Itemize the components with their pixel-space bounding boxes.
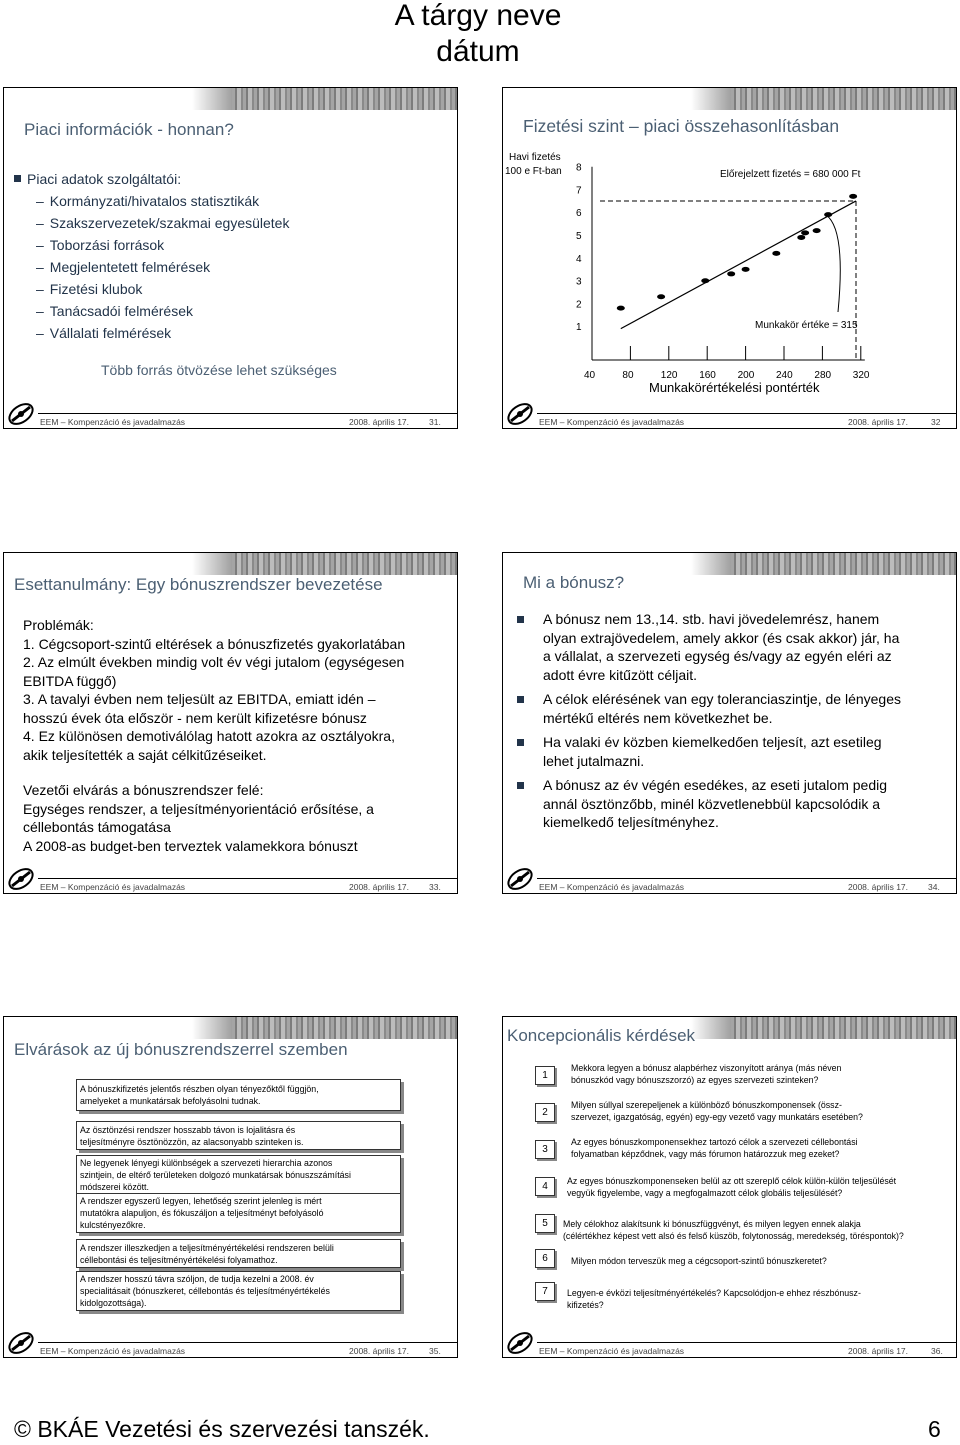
slide-31 — [3, 87, 458, 429]
page-footer-copyright: © BKÁE Vezetési és szervezési tanszék. — [14, 1416, 430, 1442]
bullet-list — [14, 168, 289, 344]
y-tick-label: 8 — [576, 162, 582, 174]
school-logo-icon — [505, 403, 535, 425]
slide-banner — [232, 1017, 457, 1039]
dash-icon: – — [36, 215, 44, 231]
y-tick-label: 4 — [576, 253, 582, 265]
footer-date: 2008. április 17. — [848, 417, 909, 427]
question-text: Mekkora legyen a bónusz alapbérhez viszonyított aránya (más néven bónuszkód vagy bónuszszorzó) az egyes szervezeti szinteken? — [571, 1063, 842, 1085]
bullet-item: Ha valaki év közben kiemelkedően teljesít, azt esetileg lehet jutalmazni. — [517, 733, 952, 770]
y-tick-label: 2 — [576, 299, 582, 311]
sub-item: – Szakszervezetek/szakmai egyesületek — [36, 215, 290, 231]
school-logo-icon — [6, 1332, 36, 1354]
y-tick-label: 5 — [576, 231, 582, 242]
y-axis-label-2: 100 e Ft-ban — [505, 166, 562, 177]
question-number: 1 — [535, 1066, 555, 1085]
footer-date: 2008. április 17. — [349, 417, 410, 427]
data-point — [813, 228, 821, 233]
data-point — [617, 306, 625, 311]
question-number: 5 — [535, 1214, 555, 1233]
question-number: 6 — [535, 1249, 555, 1268]
doc-date: dátum — [436, 35, 520, 68]
data-point — [742, 267, 750, 272]
y-tick-label: 6 — [576, 208, 582, 220]
slide-banner — [731, 1017, 956, 1039]
bullet-item: A bónusz nem 13.,14. stb. havi jövedelemrész, hanem olyan extrajövedelem, amely akkor (és csak akkor) jár, ha a vállalat, a szervezeti egység és/vagy az egyén eléri az adott évre kitűzött céljait. — [517, 610, 952, 684]
expectation-text: Ne legyenek lényegi különbségek a szervezeti hierarchia azonos szintjein, de eltérő területeken dolgozó munkatársak bónuszszámítási módszerei között. — [80, 1158, 351, 1192]
annotation-predicted-salary: Előrejelzett fizetés = 680 000 Ft — [720, 169, 861, 180]
slide-34 — [502, 552, 957, 894]
annotation-job-value: Munkakör értéke = 315 — [755, 320, 858, 331]
data-point — [727, 271, 735, 276]
dash-icon: – — [36, 259, 44, 275]
sub-item: – Toborzási források — [36, 237, 165, 253]
slide-title: Piaci információk - honnan? — [24, 120, 234, 139]
footer-date: 2008. április 17. — [349, 882, 410, 892]
question-number: 3 — [535, 1140, 555, 1159]
footer-course: EEM – Kompenzáció és javadalmazás — [40, 882, 186, 892]
footer-course: EEM – Kompenzáció és javadalmazás — [40, 417, 186, 427]
slide-33 — [3, 552, 458, 894]
footer-page: 34. — [928, 882, 940, 892]
slide-title: Mi a bónusz? — [523, 573, 625, 592]
footer-page: 32 — [931, 417, 941, 427]
footer-page: 31. — [429, 417, 441, 427]
x-tick-label: 320 — [852, 370, 870, 381]
question-text: Az egyes bónuszkomponenseken belül az ott szereplő célok külön-külön teljesülését vegyük figyelembe, vagy a megfogalmazott célok globális teljesülését? — [567, 1176, 897, 1198]
dash-icon: – — [36, 303, 44, 319]
sub-item: – Megjelentetett felmérések — [36, 259, 211, 275]
slide-title: Esettanulmány: Egy bónuszrendszer bevezetése — [14, 575, 383, 594]
dash-icon: – — [36, 237, 44, 253]
footer-date: 2008. április 17. — [848, 882, 909, 892]
bullet-square-icon — [517, 696, 524, 703]
x-axis-label: Munkakörértékelési pontérték — [649, 380, 820, 395]
question-text: Milyen módon terveszük meg a cégcsoport-szintű bónuszkeretet? — [571, 1256, 827, 1266]
bullet-item: A bónusz az év végén esedékes, az eseti jutalom pedig annál ösztönzőbb, minél közvetlenebbül kapcsolódik a kiemelkedő teljesítményhez. — [517, 776, 952, 832]
footer-course: EEM – Kompenzáció és javadalmazás — [539, 417, 685, 427]
footer-page: 36. — [931, 1346, 943, 1356]
question-number: 4 — [535, 1177, 555, 1196]
y-tick-label: 1 — [576, 322, 582, 334]
expectation-text: A rendszer egyszerű legyen, lehetőség szerint jelenleg is mért mutatókra alapuljon, és fókuszáljon a teljesítményt befolyásoló kulcstényezőkre. — [80, 1196, 324, 1230]
slide-footer — [503, 869, 956, 893]
page-number: 6 — [928, 1416, 941, 1442]
y-tick-label: 3 — [576, 276, 582, 288]
bullet-item: A célok elérésének van egy toleranciaszintje, de lényeges mértékű eltérés nem következhet be. — [517, 690, 952, 727]
problems-text: Problémák: 1. Cégcsoport-szintű eltérések a bónuszfizetés gyakorlatában 2. Az elmúlt években mindig volt év végi jutalom (egységesen EBITDA függő) 3. A tavalyi évben nem teljesült az EBITDA, emiatt idén – hosszú évek óta először - nem került kifizetésre bónusz 4. Ez különösen demotiválólag hatott azokra az osztályokra, akik teljesítették a saját célkitűzéseiket. — [23, 617, 406, 763]
sub-item: – Kormányzati/hivatalos statisztikák — [36, 193, 260, 209]
x-tick-label: 200 — [737, 370, 755, 381]
footer-page: 33. — [429, 882, 441, 892]
bullet-square-icon — [517, 616, 524, 623]
footer-course: EEM – Kompenzáció és javadalmazás — [40, 1346, 186, 1356]
x-tick-label: 240 — [776, 370, 793, 381]
school-logo-icon — [505, 868, 535, 890]
question-text: Az egyes bónuszkomponensekhez tartozó célok a szervezeti céllebontási folyamatban képződnek, vagy más fórumon határozzuk meg ezeket? — [571, 1137, 858, 1159]
bullet-text: Piaci adatok szolgáltatói: — [27, 171, 182, 187]
doc-title: A tárgy neve — [394, 0, 562, 32]
question-text: Legyen-e évközi teljesítményértékelés? Kapcsolódjon-e ehhez részbónusz- kifizetés? — [567, 1288, 861, 1310]
bullet-square-icon — [517, 739, 524, 746]
slide-35 — [3, 1016, 458, 1358]
question-text: Mely célokhoz alakítsunk ki bónuszfüggvényt, és milyen legyen ennek alakja (célértékhez képest vett alsó és felső küszöb, folytonosság, meredekség, töréspontok)? — [563, 1219, 904, 1241]
slide-36 — [502, 1016, 957, 1358]
bullet-list — [517, 610, 952, 832]
school-logo-icon — [6, 403, 36, 425]
y-axis-label-1: Havi fizetés — [509, 152, 561, 163]
dash-icon: – — [36, 193, 44, 209]
data-point — [772, 251, 780, 256]
callout-curve — [826, 215, 840, 312]
trend-line — [621, 201, 856, 329]
x-tick-label: 160 — [699, 370, 716, 381]
slide-32 — [502, 87, 957, 429]
x-tick-label: 120 — [660, 370, 678, 381]
slide-banner — [731, 553, 956, 575]
slide-banner — [731, 88, 956, 110]
slide-title: Fizetési szint – piaci összehasonlításban — [523, 116, 840, 136]
bullet-square-icon — [517, 782, 524, 789]
slide-note: Több forrás ötvözése lehet szükséges — [101, 362, 337, 378]
expectation-text: A bónuszkifizetés jelentős részben olyan tényezőktől függjön, amelyeket a munkatársak befolyásolni tudnak. — [80, 1084, 319, 1106]
expectation-text: A rendszer illeszkedjen a teljesítményértékelési rendszeren belüli céllebontási és teljesítményértékelési folyamathoz. — [80, 1243, 334, 1265]
footer-date: 2008. április 17. — [848, 1346, 909, 1356]
dash-icon: – — [36, 281, 44, 297]
expectation-text: A rendszer hosszú távra szóljon, de tudja kezelni a 2008. év specialitásait (bónuszkeret, céllebontás és teljesítményértékelés kidolgozottsága). — [80, 1274, 330, 1308]
data-point — [701, 278, 709, 283]
footer-page: 35. — [429, 1346, 441, 1356]
y-tick-label: 7 — [576, 185, 582, 197]
x-tick-label: 280 — [814, 370, 832, 381]
sub-item: – Vállalati felmérések — [36, 325, 172, 341]
slide-footer — [503, 404, 956, 428]
question-number: 7 — [535, 1282, 555, 1301]
slide-banner — [232, 553, 457, 575]
question-number: 2 — [535, 1103, 555, 1122]
school-logo-icon — [6, 868, 36, 890]
bullet-square-icon — [14, 175, 21, 182]
data-point — [801, 230, 809, 235]
slide-footer — [4, 1333, 457, 1357]
data-point — [797, 235, 805, 240]
footer-course: EEM – Kompenzáció és javadalmazás — [539, 882, 685, 892]
dash-icon: – — [36, 325, 44, 341]
x-tick-label: 40 — [584, 370, 596, 381]
expectation-text: Az ösztönzési rendszer hosszabb távon is lojalitásra és teljesítményre ösztönözzön, az alacsonyabb szinteken is. — [80, 1125, 304, 1147]
question-text: Milyen súllyal szerepeljenek a különböző bónuszkomponensek (össz- szervezet, igazgatóság, egyén) egy-egy vezető vagy munkatárs esetében? — [571, 1100, 863, 1122]
data-point — [849, 194, 857, 199]
footer-course: EEM – Kompenzáció és javadalmazás — [539, 1346, 685, 1356]
management-expectation-text: Vezetői elvárás a bónuszrendszer felé: Egységes rendszer, a teljesítményorientáció erősítése, a céllebontás támogatása A 2008-as budget-ben terveztek valamekkora bónuszt — [23, 782, 374, 854]
slide-title: Elvárások az új bónuszrendszerrel szemben — [14, 1040, 348, 1059]
school-logo-icon — [505, 1332, 535, 1354]
slide-banner — [232, 88, 457, 110]
x-tick-label: 80 — [622, 370, 634, 381]
sub-item: – Fizetési klubok — [36, 281, 143, 297]
slide-footer — [503, 1333, 956, 1357]
sub-item: – Tanácsadói felmérések — [36, 303, 193, 319]
slide-footer — [4, 869, 457, 893]
data-point — [657, 294, 665, 299]
footer-date: 2008. április 17. — [349, 1346, 410, 1356]
slide-title: Koncepcionális kérdések — [507, 1026, 696, 1045]
slide-footer — [4, 404, 457, 428]
salary-scatter-chart — [503, 146, 956, 406]
